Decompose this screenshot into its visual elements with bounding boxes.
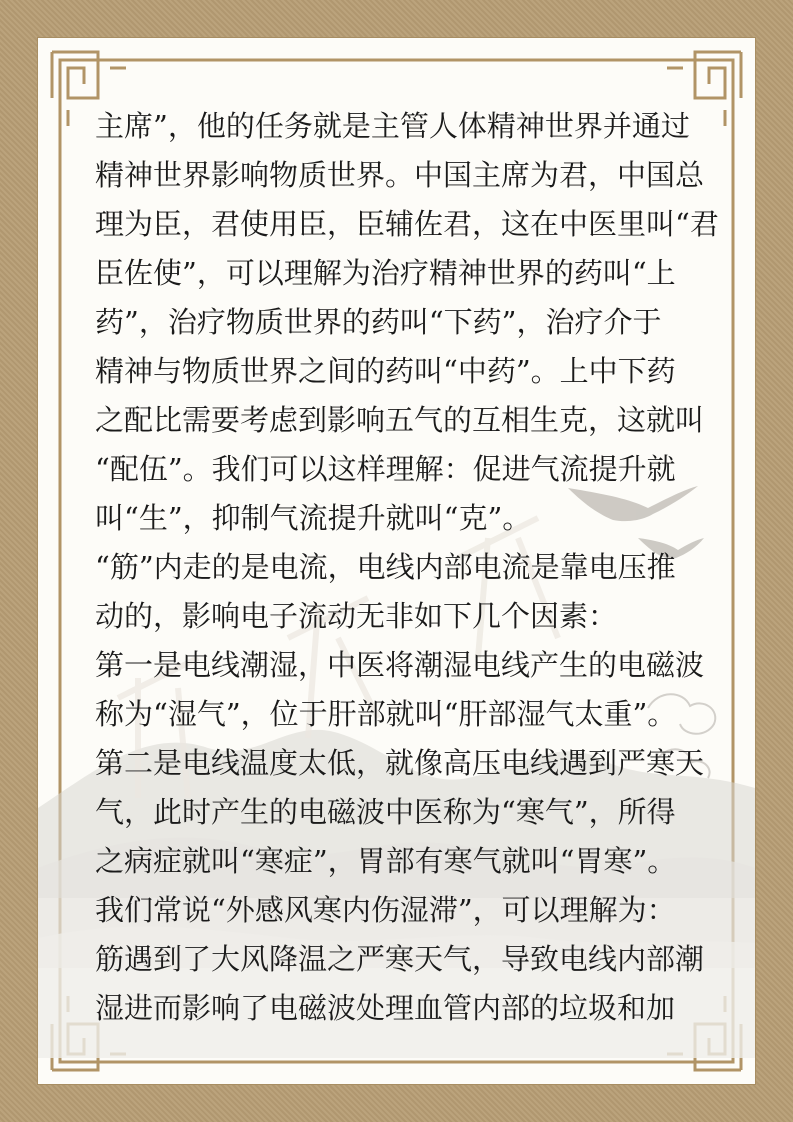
text-line: 之配比需要考虑到影响五气的互相生克，这就叫 — [95, 403, 705, 437]
body-text — [95, 102, 719, 1033]
text-line: 湿进而影响了电磁波处理血管内部的垃圾和加 — [95, 991, 676, 1025]
text-line: 第二是电线温度太低，就像高压电线遇到严寒天 — [95, 746, 705, 780]
text-line: “配伍”。我们可以这样理解：促进气流提升就 — [95, 452, 676, 486]
text-line: 称为“湿气”，位于肝部就叫“肝部湿气太重”。 — [95, 697, 677, 731]
text-line: 叫“生”，抑制气流提升就叫“克”。 — [95, 501, 532, 535]
text-line: 理为臣，君使用臣，臣辅佐君，这在中医里叫“君 — [95, 207, 719, 241]
text-line: 气，此时产生的电磁波中医称为“寒气”，所得 — [95, 795, 676, 829]
text-line: 臣佐使”，可以理解为治疗精神世界的药叫“上 — [95, 256, 676, 290]
text-line: 之病症就叫“寒症”，胃部有寒气就叫“胃寒”。 — [95, 844, 677, 878]
text-line: 筋遇到了大风降温之严寒天气，导致电线内部潮 — [95, 942, 705, 976]
text-line: “筋”内走的是电流，电线内部电流是靠电压推 — [95, 550, 676, 584]
paper-page — [38, 38, 755, 1084]
text-line: 药”，治疗物质世界的药叫“下药”，治疗介于 — [95, 305, 662, 339]
text-line: 动的，影响电子流动无非如下几个因素： — [95, 599, 618, 633]
text-line: 精神与物质世界之间的药叫“中药”。上中下药 — [95, 354, 676, 388]
text-line: 主席”，他的任务就是主管人体精神世界并通过 — [95, 109, 690, 143]
text-line: 第一是电线潮湿，中医将潮湿电线产生的电磁波 — [95, 648, 705, 682]
text-line: 精神世界影响物质世界。中国主席为君，中国总 — [95, 158, 705, 192]
text-line: 我们常说“外感风寒内伤湿滞”，可以理解为： — [95, 893, 676, 927]
